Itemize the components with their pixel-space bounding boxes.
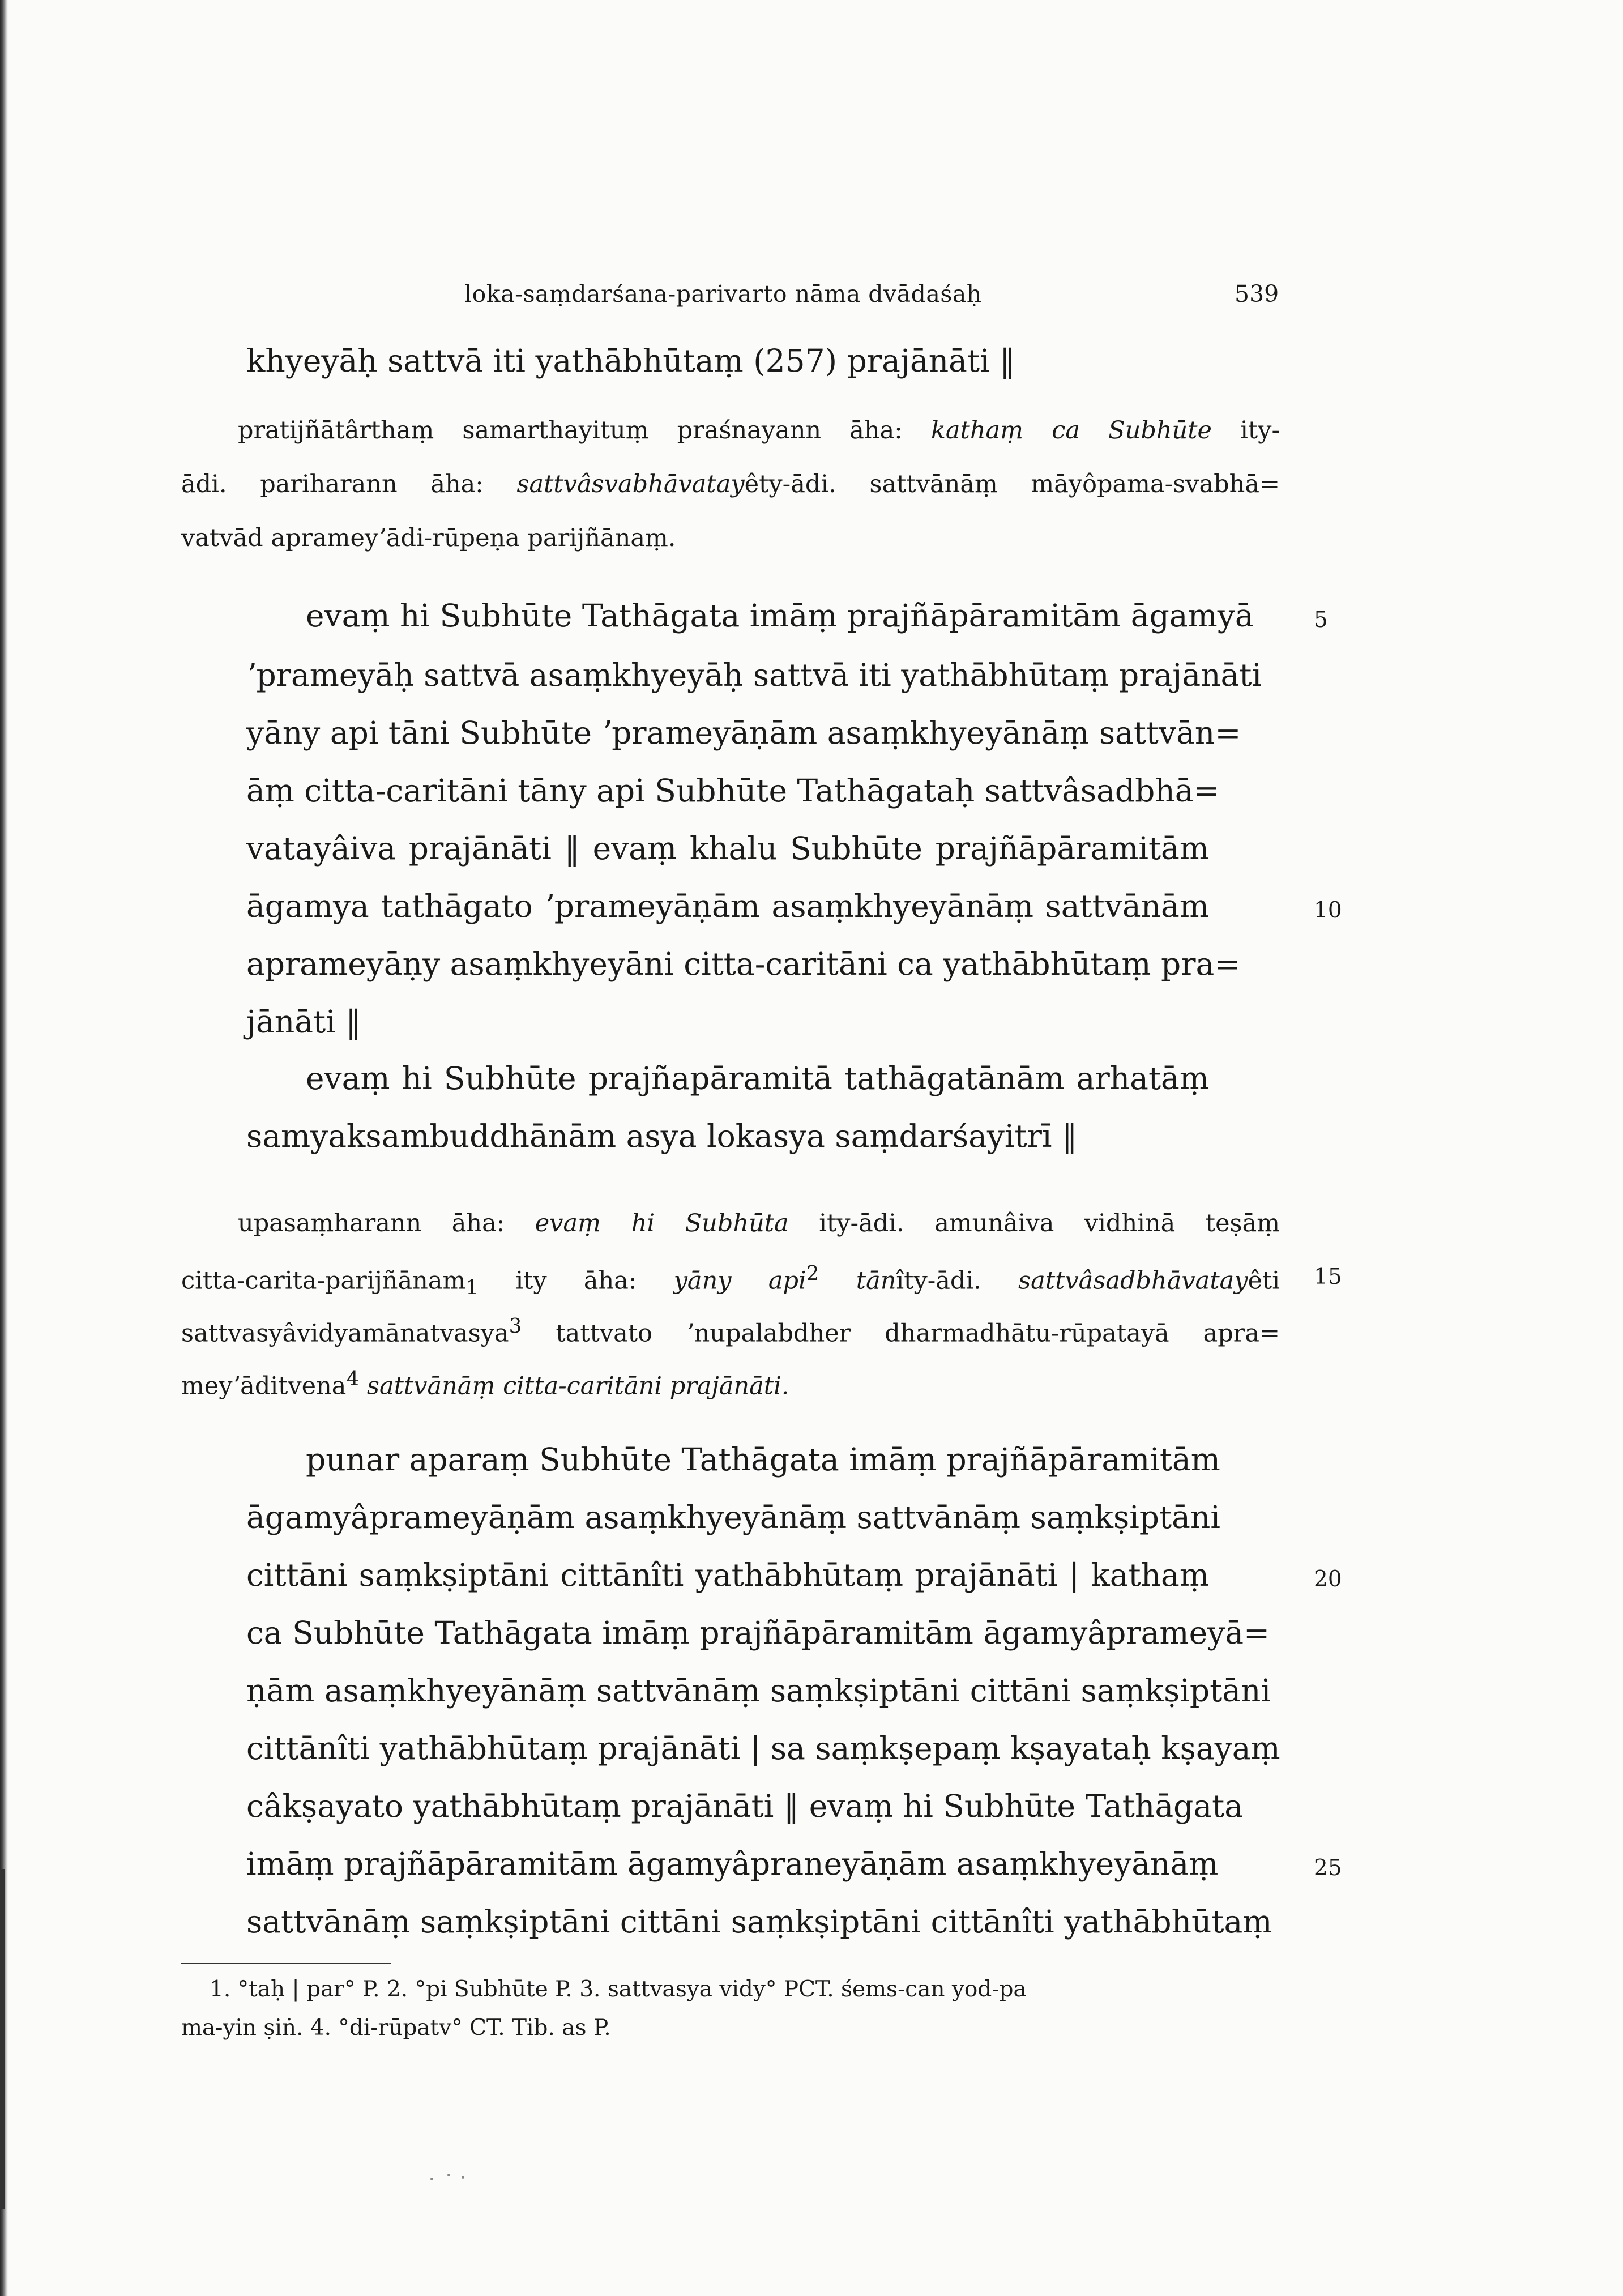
- commentary-line: meyʼāditvena$^4$ sattvānāṃ citta-caritāni prajānāti.: [181, 1367, 789, 1401]
- commentary-line: upasaṃharann āha: evaṃ hi Subhūta ity-ādi. amunâiva vidhinā teṣāṃ: [238, 1209, 1280, 1237]
- line-number: 10: [1314, 898, 1342, 923]
- text-line: samyaksambuddhānām asya lokasya saṃdarśayitrī ‖: [246, 1118, 1078, 1154]
- page-number: 539: [1235, 280, 1279, 308]
- text-line: vatayâiva prajānāti ‖ evaṃ khalu Subhūte prajñāpāramitām: [246, 830, 1209, 867]
- line-number: 15: [1314, 1264, 1342, 1290]
- text-line: āṃ citta-caritāni tāny api Subhūte Tathāgataḥ sattvâsadbhā=: [246, 773, 1220, 809]
- text-line: cittāni saṃkṣiptāni cittānîti yathābhūtaṃ prajānāti | kathaṃ: [246, 1557, 1209, 1593]
- footnote-line: ma-yin ṣiṅ. 4. °di-rūpatv° CT. Tib. as P.: [181, 2015, 611, 2041]
- text-line: punar aparaṃ Subhūte Tathāgata imāṃ prajñāpāramitām: [306, 1441, 1220, 1478]
- dust-speck: [447, 2174, 450, 2176]
- text-line: yāny api tāni Subhūte ʼprameyāṇām asaṃkhyeyānāṃ sattvān=: [246, 715, 1241, 751]
- line-number: 25: [1314, 1855, 1342, 1881]
- text-line: jānāti ‖: [246, 1004, 361, 1040]
- line-number: 20: [1314, 1567, 1342, 1592]
- text-line: sattvānāṃ saṃkṣiptāni cittāni saṃkṣiptāni cittānîti yathābhūtaṃ: [246, 1904, 1272, 1940]
- text-line: āgamya tathāgato ʼprameyāṇām asaṃkhyeyānāṃ sattvānām: [246, 888, 1209, 924]
- text-line: āgamyâprameyāṇām asaṃkhyeyānāṃ sattvānāṃ saṃkṣiptāni: [246, 1499, 1220, 1535]
- text-line: imāṃ prajñāpāramitām āgamyâpraneyāṇām asaṃkhyeyānāṃ: [246, 1846, 1219, 1882]
- line-number: 5: [1314, 607, 1328, 633]
- commentary-line: vatvād aprameyʼādi-rūpeṇa parijñānaṃ.: [181, 524, 676, 552]
- dust-speck: [430, 2178, 433, 2180]
- scan-edge-shadow: [0, 1869, 5, 2209]
- commentary-line: citta-carita-parijñānam$_1$ ity āha: yāny api$^2$ tānîty-ādi. sattvâsadbhāvatayêti: [181, 1262, 1280, 1299]
- text-line: ca Subhūte Tathāgata imāṃ prajñāpāramitām āgamyâprameyā=: [246, 1615, 1270, 1651]
- footnote-rule: [181, 1963, 391, 1964]
- dust-speck: [462, 2176, 464, 2179]
- commentary-line: ādi. pariharann āha: sattvâsvabhāvatayêty-ādi. sattvānāṃ māyôpama-svabhā=: [181, 470, 1280, 498]
- running-header: loka-saṃdarśana-parivarto nāma dvādaśaḥ: [464, 280, 982, 308]
- commentary-line: sattvasyâvidyamānatvasya$^3$ tattvato ʼnupalabdher dharmadhātu-rūpatayā apra=: [181, 1315, 1280, 1348]
- text-line: khyeyāḥ sattvā iti yathābhūtaṃ (257) prajānāti ‖: [246, 343, 1015, 379]
- text-line: evaṃ hi Subhūte Tathāgata imāṃ prajñāpāramitām āgamyā: [306, 598, 1254, 634]
- text-line: ʼprameyāḥ sattvā asaṃkhyeyāḥ sattvā iti yathābhūtaṃ prajānāti: [246, 657, 1262, 693]
- commentary-line: pratijñātârthaṃ samarthayituṃ praśnayann āha: kathaṃ ca Subhūte ity-: [238, 416, 1280, 445]
- text-line: câkṣayato yathābhūtaṃ prajānāti ‖ evaṃ hi Subhūte Tathāgata: [246, 1788, 1243, 1824]
- text-line: ṇām asaṃkhyeyānāṃ sattvānāṃ saṃkṣiptāni cittāni saṃkṣiptāni: [246, 1672, 1271, 1709]
- text-line: aprameyāṇy asaṃkhyeyāni citta-caritāni ca yathābhūtaṃ pra=: [246, 946, 1241, 982]
- text-line: cittānîti yathābhūtaṃ prajānāti | sa saṃkṣepaṃ kṣayataḥ kṣayaṃ: [246, 1730, 1280, 1766]
- footnote-line: 1. °taḥ | par° P. 2. °pi Subhūte P. 3. sattvasya vidy° PCT. śems-can yod-pa: [210, 1977, 1027, 2002]
- text-line: evaṃ hi Subhūte prajñapāramitā tathāgatānām arhatāṃ: [306, 1060, 1209, 1096]
